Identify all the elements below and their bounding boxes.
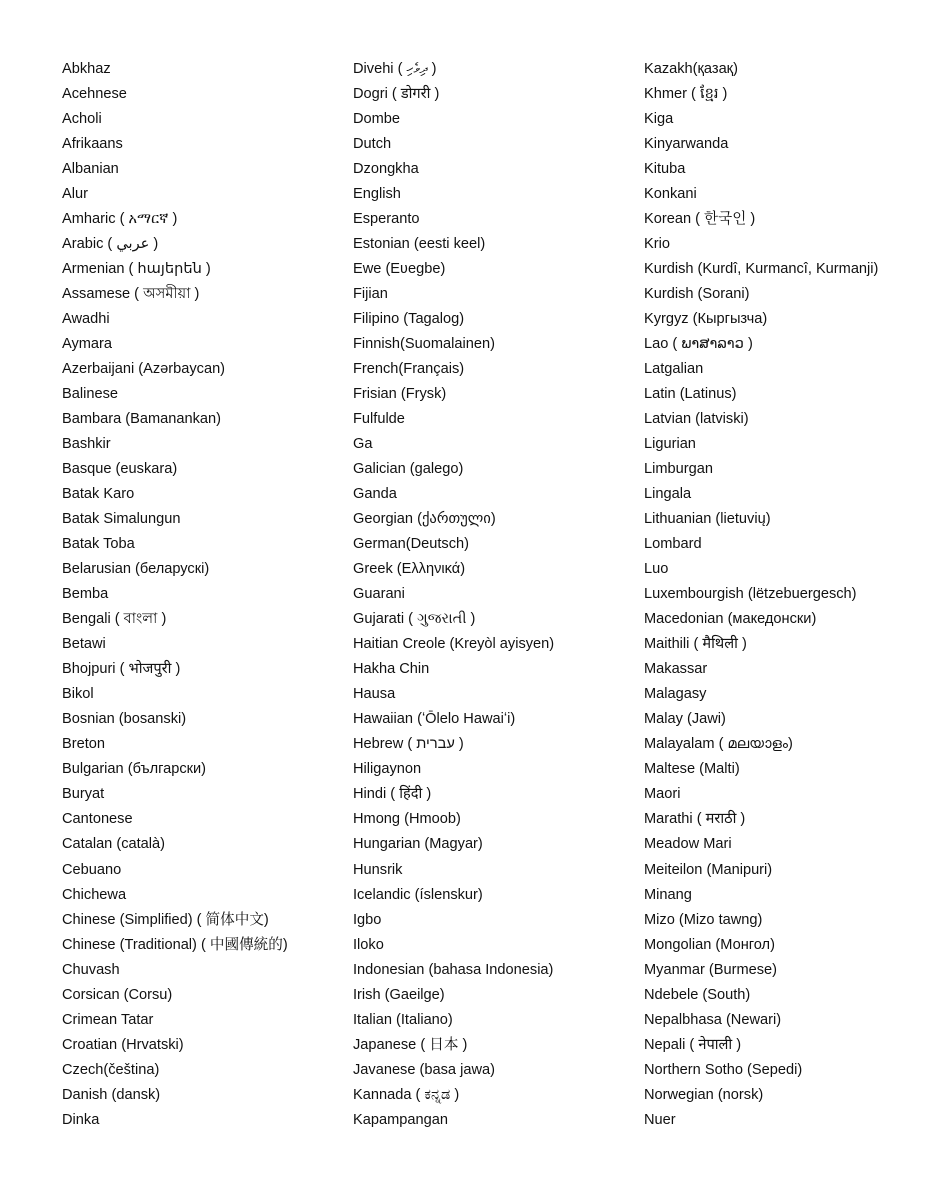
- language-item: Batak Simalungun: [62, 511, 181, 528]
- language-item: Catalan (català): [62, 836, 166, 853]
- language-item: Crimean Tatar: [62, 1011, 154, 1028]
- language-item: Javanese (basa jawa): [353, 1061, 495, 1078]
- language-item: Cebuano: [62, 861, 122, 878]
- language-item: Minang: [644, 886, 692, 903]
- language-item: Ndebele (South): [644, 986, 751, 1003]
- language-item: Ligurian: [644, 436, 696, 453]
- language-column-3: [644, 58, 924, 1134]
- language-item: Kurdish (Sorani): [644, 286, 750, 303]
- language-item: Indonesian (bahasa Indonesia): [353, 961, 554, 978]
- language-item: Abkhaz: [62, 61, 111, 77]
- language-item: Italian (Italiano): [353, 1011, 453, 1028]
- language-item: Buryat: [62, 786, 105, 803]
- language-item: English: [353, 186, 401, 203]
- language-item: Kannada ( ಕನ್ನಡ ): [353, 1086, 460, 1103]
- language-item: Meiteilon (Manipuri): [644, 861, 773, 878]
- language-item: Iloko: [353, 936, 384, 953]
- language-item: Bashkir: [62, 436, 111, 453]
- language-item: Norwegian (norsk): [644, 1086, 764, 1103]
- language-item: Irish (Gaeilge): [353, 986, 445, 1003]
- language-item: Icelandic (íslenskur): [353, 886, 483, 903]
- language-item: Myanmar (Burmese): [644, 961, 777, 978]
- language-item: Hakha Chin: [353, 661, 430, 678]
- language-item: Filipino (Tagalog): [353, 311, 465, 328]
- language-item: Assamese ( অসমীয়া ): [62, 286, 200, 303]
- language-item: Makassar: [644, 661, 708, 678]
- language-item: Chinese (Simplified) ( 简体中文): [62, 911, 269, 928]
- language-item: Igbo: [353, 911, 382, 928]
- language-item: Lao ( ພາສາລາວ ): [644, 336, 753, 353]
- language-item: French(Français): [353, 361, 465, 378]
- language-item: Limburgan: [644, 461, 713, 478]
- language-item: Estonian (eesti keel): [353, 236, 486, 253]
- language-item: Lombard: [644, 536, 702, 553]
- language-item: Maithili ( मैथिली ): [644, 636, 747, 653]
- language-item: Malayalam ( മലയാളം): [644, 736, 793, 753]
- language-item: Kituba: [644, 161, 686, 178]
- language-item: Bosnian (bosanski): [62, 711, 187, 728]
- language-item: Latvian (latviski): [644, 411, 749, 428]
- language-item: Maltese (Malti): [644, 761, 740, 778]
- language-item: Danish (dansk): [62, 1086, 161, 1103]
- language-item: Konkani: [644, 186, 697, 203]
- language-item: Aymara: [62, 336, 113, 353]
- language-item: Kurdish (Kurdî, Kurmancî, Kurmanji): [644, 261, 879, 278]
- language-item: Bulgarian (български): [62, 761, 207, 778]
- language-item: Dombe: [353, 111, 401, 128]
- language-item: Khmer ( ខ្មែរ ): [644, 86, 728, 103]
- language-item: Marathi ( मराठी ): [644, 811, 746, 828]
- language-item: Dutch: [353, 136, 392, 153]
- language-column-2: [353, 58, 638, 1134]
- language-item: Nepalbhasa (Newari): [644, 1011, 782, 1028]
- language-item: Fijian: [353, 286, 388, 303]
- language-item: Northern Sotho (Sepedi): [644, 1061, 803, 1078]
- language-item: Azerbaijani (Azərbaycan): [62, 361, 226, 378]
- language-item: Ga: [353, 436, 373, 453]
- language-item: Greek (Ελληνικά): [353, 561, 466, 578]
- language-item: Bengali ( বাংলা ): [62, 611, 167, 628]
- language-item: Kiga: [644, 111, 674, 128]
- language-item: Gujarati ( ગુજરાતી ): [353, 611, 476, 628]
- language-item: Acholi: [62, 111, 102, 128]
- language-item: Kinyarwanda: [644, 136, 729, 153]
- language-item: Korean ( 한국인 ): [644, 211, 756, 228]
- language-item: Croatian (Hrvatski): [62, 1036, 184, 1053]
- language-item: Cantonese: [62, 811, 133, 828]
- language-item: Nuer: [644, 1111, 676, 1128]
- language-item: Mongolian (Монгол): [644, 936, 775, 953]
- language-item: Kazakh(қазақ): [644, 61, 738, 77]
- language-item: Lithuanian (lietuvių): [644, 511, 771, 528]
- language-item: Batak Toba: [62, 536, 135, 553]
- language-item: Hmong (Hmoob): [353, 811, 461, 828]
- language-item: Hebrew ( עברית ): [353, 736, 464, 753]
- language-column-1: [62, 58, 342, 1134]
- language-item: Chuvash: [62, 961, 120, 978]
- language-item: Amharic ( አማርኛ ): [62, 211, 178, 228]
- language-item: Malagasy: [644, 686, 707, 703]
- language-item: Malay (Jawi): [644, 711, 726, 728]
- language-item: Alur: [62, 186, 88, 203]
- language-item: Ganda: [353, 486, 397, 503]
- language-item: Hungarian (Magyar): [353, 836, 483, 853]
- language-item: Bambara (Bamanankan): [62, 411, 221, 428]
- language-item: Batak Karo: [62, 486, 135, 503]
- language-item: Awadhi: [62, 311, 110, 328]
- language-item: Galician (galego): [353, 461, 464, 478]
- language-item: Dzongkha: [353, 161, 419, 178]
- language-item: Ewe (Eʋegbe): [353, 261, 446, 278]
- language-item: Basque (euskara): [62, 461, 178, 478]
- language-item: Hiligaynon: [353, 761, 422, 778]
- language-item: Latgalian: [644, 361, 704, 378]
- language-item: Chichewa: [62, 886, 127, 903]
- language-item: Maori: [644, 786, 681, 803]
- language-item: Lingala: [644, 486, 692, 503]
- language-item: Armenian ( հայերեն ): [62, 261, 211, 278]
- language-item: Haitian Creole (Kreyòl ayisyen): [353, 636, 555, 653]
- language-item: Hawaiian (ʻŌlelo Hawaiʻi): [353, 711, 516, 728]
- language-item: Luo: [644, 561, 669, 578]
- language-item: Balinese: [62, 386, 118, 403]
- language-item: Luxembourgish (lëtzebuergesch): [644, 586, 857, 603]
- language-item: Chinese (Traditional) ( 中國傳統的): [62, 936, 288, 953]
- language-item: Czech(čeština): [62, 1061, 160, 1078]
- language-item: Macedonian (македонски): [644, 611, 817, 628]
- language-item: Albanian: [62, 161, 119, 178]
- language-item: Fulfulde: [353, 411, 405, 428]
- language-item: Corsican (Corsu): [62, 986, 173, 1003]
- language-item: Esperanto: [353, 211, 420, 228]
- language-item: Bemba: [62, 586, 109, 603]
- language-item: Hunsrik: [353, 861, 403, 878]
- language-item: Dogri ( डोगरी ): [353, 86, 440, 103]
- language-item: Bhojpuri ( भोजपुरी ): [62, 661, 181, 678]
- language-item: Georgian (ქართული): [353, 511, 496, 528]
- language-item: Japanese ( 日本 ): [353, 1036, 468, 1053]
- language-item: Afrikaans: [62, 136, 123, 153]
- language-item: Frisian (Frysk): [353, 386, 447, 403]
- language-item: Kyrgyz (Кыргызча): [644, 311, 768, 328]
- language-item: German(Deutsch): [353, 536, 469, 553]
- language-item: Kapampangan: [353, 1111, 448, 1128]
- language-item: Nepali ( नेपाली ): [644, 1036, 742, 1053]
- language-item: Arabic ( عربي ): [62, 236, 159, 253]
- language-item: Guarani: [353, 586, 405, 603]
- language-item: Meadow Mari: [644, 836, 732, 853]
- language-item: Belarusian (беларускі): [62, 561, 210, 578]
- language-item: Mizo (Mizo tawng): [644, 911, 763, 928]
- language-item: Breton: [62, 736, 105, 753]
- language-item: Bikol: [62, 686, 94, 703]
- language-item: Betawi: [62, 636, 106, 653]
- language-item: Acehnese: [62, 86, 127, 103]
- language-item: Krio: [644, 236, 670, 253]
- language-item: Finnish(Suomalainen): [353, 336, 495, 353]
- language-item: Dinka: [62, 1111, 100, 1128]
- language-item: Divehi ( ދިވެހި ): [353, 61, 437, 77]
- language-item: Hausa: [353, 686, 396, 703]
- language-item: Hindi ( हिंदी ): [353, 786, 432, 803]
- language-item: Latin (Latinus): [644, 386, 737, 403]
